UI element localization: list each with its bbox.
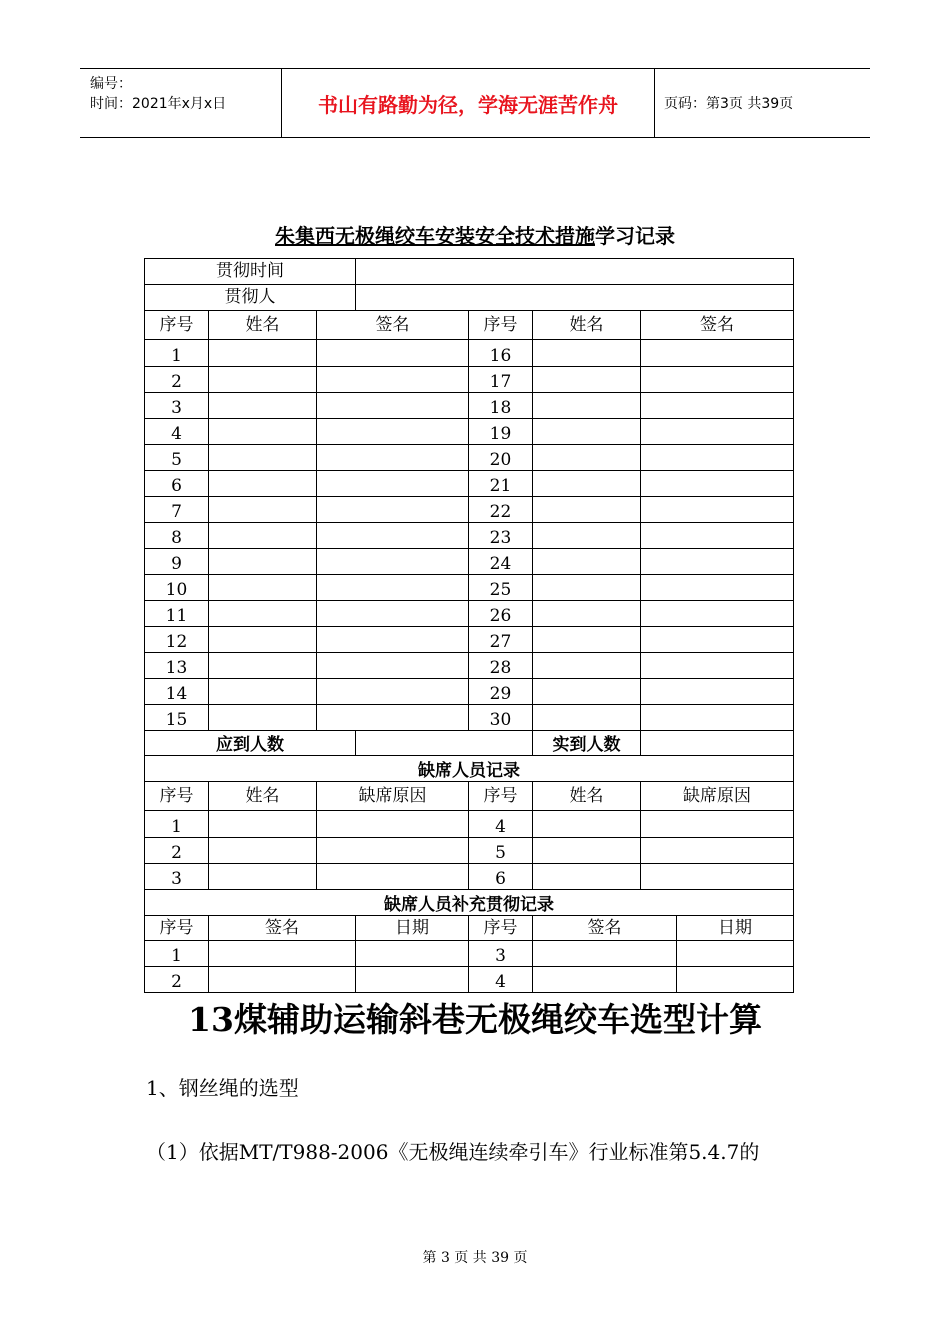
signature-cell[interactable] (641, 601, 794, 627)
seq-cell: 4 (145, 419, 209, 445)
seq-cell: 26 (469, 601, 533, 627)
table-row (145, 523, 794, 549)
col-absence-reason: 缺席原因 (317, 782, 469, 811)
reason-cell[interactable] (641, 811, 794, 838)
table-row (145, 838, 794, 864)
seq-cell: 19 (469, 419, 533, 445)
table-row (145, 653, 794, 679)
col-date: 日期 (677, 916, 794, 941)
signature-cell[interactable] (317, 523, 469, 549)
table-row (145, 497, 794, 523)
name-cell[interactable] (209, 471, 317, 497)
implementer-value[interactable] (356, 285, 794, 311)
signature-cell[interactable] (641, 679, 794, 705)
reason-cell[interactable] (317, 811, 469, 838)
signature-cell[interactable] (641, 340, 794, 367)
name-cell[interactable] (533, 653, 641, 679)
date-cell[interactable] (677, 941, 794, 967)
name-cell[interactable] (209, 864, 317, 890)
name-cell[interactable] (209, 393, 317, 419)
name-cell[interactable] (533, 601, 641, 627)
table-row (145, 864, 794, 890)
name-cell[interactable] (533, 549, 641, 575)
seq-cell: 17 (469, 367, 533, 393)
name-cell[interactable] (209, 523, 317, 549)
table-row (145, 941, 794, 967)
signature-cell[interactable] (317, 679, 469, 705)
signature-cell[interactable] (317, 393, 469, 419)
seq-cell: 27 (469, 627, 533, 653)
seq-cell: 5 (145, 445, 209, 471)
record-title-main: 朱集西无极绳绞车安装安全技术措施 (275, 224, 595, 248)
seq-cell: 2 (145, 967, 209, 993)
date-cell[interactable] (356, 941, 469, 967)
signature-cell[interactable] (641, 393, 794, 419)
name-cell[interactable] (533, 367, 641, 393)
record-title-suffix: 学习记录 (595, 224, 675, 248)
paragraph-item-1: 1、钢丝绳的选型 (146, 1076, 299, 1100)
col-absence-reason: 缺席原因 (641, 782, 794, 811)
name-cell[interactable] (533, 679, 641, 705)
table-row (145, 367, 794, 393)
name-cell[interactable] (533, 705, 641, 731)
signature-cell[interactable] (641, 523, 794, 549)
name-cell[interactable] (209, 340, 317, 367)
seq-cell: 2 (145, 838, 209, 864)
seq-cell: 29 (469, 679, 533, 705)
signature-cell[interactable] (641, 575, 794, 601)
signature-cell[interactable] (317, 575, 469, 601)
name-cell[interactable] (209, 445, 317, 471)
name-cell[interactable] (209, 367, 317, 393)
seq-cell: 3 (469, 941, 533, 967)
study-record-table (144, 258, 794, 993)
table-row (145, 549, 794, 575)
name-cell[interactable] (533, 811, 641, 838)
reason-cell[interactable] (317, 864, 469, 890)
col-name: 姓名 (209, 311, 317, 340)
expected-count-label: 应到人数 (145, 731, 356, 756)
supplement-header-row (145, 916, 794, 941)
signature-cell[interactable] (317, 367, 469, 393)
table-row (145, 340, 794, 367)
name-cell[interactable] (209, 811, 317, 838)
name-cell[interactable] (209, 601, 317, 627)
seq-cell: 6 (145, 471, 209, 497)
name-cell[interactable] (533, 838, 641, 864)
seq-cell: 22 (469, 497, 533, 523)
name-cell[interactable] (209, 627, 317, 653)
name-cell[interactable] (533, 497, 641, 523)
signature-cell[interactable] (317, 340, 469, 367)
seq-cell: 8 (145, 523, 209, 549)
seq-cell: 14 (145, 679, 209, 705)
seq-cell: 28 (469, 653, 533, 679)
name-cell[interactable] (533, 340, 641, 367)
table-row (145, 419, 794, 445)
col-date: 日期 (356, 916, 469, 941)
seq-cell: 13 (145, 653, 209, 679)
col-sign: 签名 (209, 916, 356, 941)
seq-cell: 3 (145, 393, 209, 419)
signature-cell[interactable] (317, 601, 469, 627)
signature-cell[interactable] (317, 705, 469, 731)
col-name: 姓名 (209, 782, 317, 811)
signature-cell[interactable] (317, 653, 469, 679)
absent-header-row (145, 782, 794, 811)
seq-cell: 7 (145, 497, 209, 523)
seq-cell: 18 (469, 393, 533, 419)
signature-cell[interactable] (641, 549, 794, 575)
date-cell[interactable] (677, 967, 794, 993)
table-row (145, 445, 794, 471)
signature-cell[interactable] (641, 367, 794, 393)
signature-cell[interactable] (317, 419, 469, 445)
col-seq: 序号 (469, 311, 533, 340)
seq-cell: 11 (145, 601, 209, 627)
name-cell[interactable] (533, 523, 641, 549)
name-cell[interactable] (209, 419, 317, 445)
signature-cell[interactable] (209, 941, 356, 967)
header-motto: 书山有路勤为径，学海无涯苦作舟 (281, 69, 655, 137)
supplement-title-row (145, 890, 794, 916)
seq-cell: 16 (469, 340, 533, 367)
seq-cell: 3 (145, 864, 209, 890)
seq-cell: 30 (469, 705, 533, 731)
col-sign: 签名 (641, 311, 794, 340)
col-sign: 签名 (317, 311, 469, 340)
seq-cell: 2 (145, 367, 209, 393)
signature-cell[interactable] (317, 549, 469, 575)
table-row (145, 393, 794, 419)
signature-cell[interactable] (641, 705, 794, 731)
name-cell[interactable] (533, 864, 641, 890)
name-cell[interactable] (209, 679, 317, 705)
seq-cell: 5 (469, 838, 533, 864)
table-row (145, 967, 794, 993)
signature-cell[interactable] (641, 497, 794, 523)
seq-cell: 23 (469, 523, 533, 549)
signature-cell[interactable] (641, 471, 794, 497)
name-cell[interactable] (209, 575, 317, 601)
supplement-section-title: 缺席人员补充贯彻记录 (145, 890, 794, 916)
seq-cell: 6 (469, 864, 533, 890)
name-cell[interactable] (533, 445, 641, 471)
table-row (145, 679, 794, 705)
name-cell[interactable] (209, 705, 317, 731)
table-row (145, 705, 794, 731)
actual-count-value[interactable] (641, 731, 794, 756)
seq-cell: 9 (145, 549, 209, 575)
seq-cell: 25 (469, 575, 533, 601)
signature-cell[interactable] (533, 967, 677, 993)
section-title: 13煤辅助运输斜巷无极绳绞车选型计算 (188, 1000, 762, 1039)
implement-time-value[interactable] (356, 259, 794, 285)
seq-cell: 4 (469, 811, 533, 838)
implement-time-label: 贯彻时间 (145, 259, 356, 285)
name-cell[interactable] (533, 575, 641, 601)
signature-cell[interactable] (317, 445, 469, 471)
signature-cell[interactable] (641, 653, 794, 679)
signature-cell[interactable] (533, 941, 677, 967)
seq-cell: 21 (469, 471, 533, 497)
attendance-header-row (145, 311, 794, 340)
name-cell[interactable] (533, 627, 641, 653)
table-row (145, 575, 794, 601)
signature-cell[interactable] (317, 627, 469, 653)
seq-cell: 24 (469, 549, 533, 575)
table-row (145, 627, 794, 653)
table-row (145, 811, 794, 838)
signature-cell[interactable] (317, 497, 469, 523)
seq-cell: 15 (145, 705, 209, 731)
page-footer: 第 3 页 共 39 页 (422, 1250, 528, 1266)
signature-cell[interactable] (317, 471, 469, 497)
col-seq: 序号 (145, 311, 209, 340)
date-cell[interactable] (356, 967, 469, 993)
header-page-info: 页码：第3页 共39页 (664, 96, 794, 112)
seq-cell: 20 (469, 445, 533, 471)
name-cell[interactable] (209, 653, 317, 679)
name-cell[interactable] (533, 471, 641, 497)
count-row (145, 731, 794, 756)
header-meta (80, 69, 280, 137)
table-row (145, 471, 794, 497)
seq-cell: 10 (145, 575, 209, 601)
page-header (80, 68, 870, 138)
name-cell[interactable] (209, 838, 317, 864)
name-cell[interactable] (209, 549, 317, 575)
doc-number-label: 编号： (90, 76, 132, 92)
seq-cell: 1 (145, 941, 209, 967)
col-seq: 序号 (469, 916, 533, 941)
expected-count-value[interactable] (356, 731, 533, 756)
col-seq: 序号 (145, 916, 209, 941)
col-sign: 签名 (533, 916, 677, 941)
paragraph-item-1-1: （1）依据MT/T988-2006《无极绳连续牵引车》行业标准第5.4.7的 (146, 1140, 760, 1164)
name-cell[interactable] (533, 419, 641, 445)
name-cell[interactable] (533, 393, 641, 419)
seq-cell: 12 (145, 627, 209, 653)
name-cell[interactable] (209, 497, 317, 523)
signature-cell[interactable] (209, 967, 356, 993)
seq-cell: 1 (145, 811, 209, 838)
col-name: 姓名 (533, 311, 641, 340)
col-seq: 序号 (145, 782, 209, 811)
doc-time-label: 时间：2021年x月x日 (90, 96, 227, 112)
seq-cell: 1 (145, 340, 209, 367)
signature-cell[interactable] (641, 419, 794, 445)
seq-cell: 4 (469, 967, 533, 993)
signature-cell[interactable] (641, 445, 794, 471)
reason-cell[interactable] (641, 864, 794, 890)
reason-cell[interactable] (641, 838, 794, 864)
implementer-label: 贯彻人 (145, 285, 356, 311)
signature-cell[interactable] (641, 627, 794, 653)
absent-title-row (145, 756, 794, 782)
record-title (0, 220, 950, 249)
reason-cell[interactable] (317, 838, 469, 864)
col-seq: 序号 (469, 782, 533, 811)
actual-count-label: 实到人数 (533, 731, 641, 756)
col-name: 姓名 (533, 782, 641, 811)
absent-section-title: 缺席人员记录 (145, 756, 794, 782)
table-row (145, 601, 794, 627)
